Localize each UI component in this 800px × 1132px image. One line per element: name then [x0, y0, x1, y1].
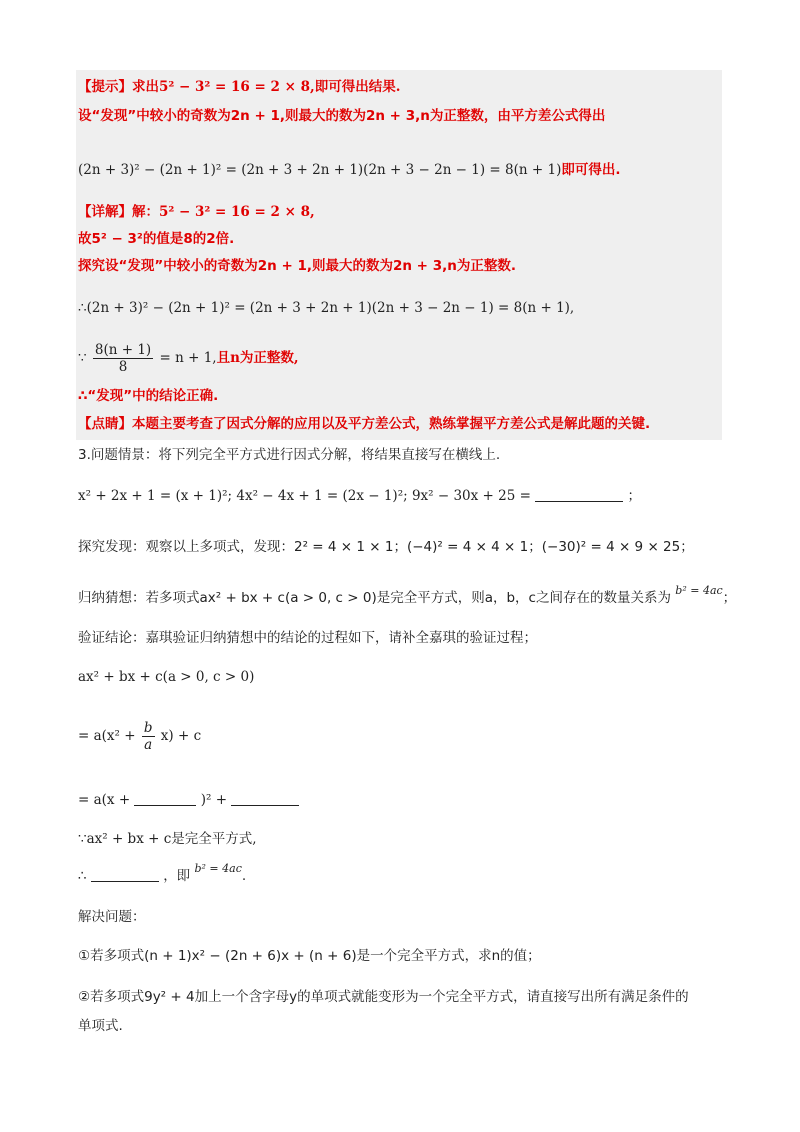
hint-line-2 [78, 106, 605, 126]
hint-formula-suffix: 即可得出. [561, 162, 621, 178]
question-line1-end: ； [627, 488, 642, 504]
question-intro [78, 445, 500, 465]
comment-line [78, 414, 650, 434]
detail-line-3 [78, 256, 516, 276]
because-symbol: ∵ [78, 350, 87, 366]
answer-blank-3[interactable] [231, 791, 299, 806]
comment-tag: 【点睛】 [78, 416, 132, 432]
step1-text: ax² + bx + c(a > 0, c > 0) [78, 669, 255, 685]
explore-line [78, 537, 694, 557]
therefore-mid: ，即 [163, 868, 191, 884]
fraction-b-over-a [142, 720, 155, 753]
fraction-a: a [144, 737, 153, 753]
therefore-symbol: ∴ [78, 868, 87, 884]
verify-line [78, 628, 537, 648]
step3-a: = a(x + [78, 792, 131, 808]
detail-text: 解：5² − 3² = 16 = 2 × 8, [132, 204, 315, 220]
fraction-denominator: 8 [118, 359, 128, 375]
since-line [78, 829, 257, 849]
therefore-end: . [241, 868, 247, 884]
hint-tag: 【提示】 [78, 79, 132, 95]
question-intro-text: 3.问题情景：将下列完全平方式进行因式分解，将结果直接写在横线上. [78, 447, 501, 463]
q2-cont-text: 单项式. [78, 1018, 123, 1034]
induce-text: 归纳猜想：若多项式ax² + bx + c(a > 0, c > 0)是完全平方式，则a，b，c之间存在的数量关系为 [78, 590, 671, 606]
detail-line2-text: 故5² − 3²的值是8的2倍. [78, 231, 235, 247]
q1-text: ①若多项式(n + 1)x² − (2n + 6)x + (n + 6)是一个完全平方式，求n的值； [78, 948, 541, 964]
solve-line [78, 907, 146, 927]
verify-text: 验证结论：嘉琪验证归纳猜想中的结论的过程如下，请补全嘉琪的验证过程； [78, 630, 537, 646]
therefore-line [78, 862, 247, 887]
hint-formula: (2n + 3)² − (2n + 1)² = (2n + 3 + 2n + 1)(2n + 3 − 2n − 1) = 8(n + 1) [78, 162, 562, 178]
step-1 [78, 667, 254, 687]
therefore-answer: b² = 4ac [194, 862, 242, 875]
detail-line-4 [78, 298, 574, 318]
hint-formula-line [78, 160, 620, 180]
induce-line [78, 584, 737, 609]
comment-text: 本题主要考查了因式分解的应用以及平方差公式，熟练掌握平方差公式是解此题的关键. [132, 416, 651, 432]
detail-line-2 [78, 229, 234, 249]
step2-a: = a(x² + [78, 728, 136, 744]
detail-line6-text: ∴“发现”中的结论正确. [78, 388, 219, 404]
step2-b: x) + c [160, 728, 202, 744]
induce-answer: b² = 4ac [675, 584, 723, 597]
detail-tag: 【详解】 [78, 204, 132, 220]
detail-line5-red: 且n为正整数, [216, 350, 299, 366]
detail-line [78, 202, 315, 222]
answer-blank-4[interactable] [91, 867, 159, 882]
q2-line [78, 987, 689, 1007]
answer-blank-2[interactable] [134, 791, 196, 806]
answer-blank-1[interactable] [535, 487, 623, 502]
hint-text: 求出5² − 3² = 16 = 2 × 8,即可得出结果. [132, 79, 401, 95]
step-3 [78, 790, 299, 810]
hint-line [78, 77, 400, 97]
detail-line-6 [78, 386, 218, 406]
induce-end: ； [722, 590, 737, 606]
q2-text: ②若多项式9y² + 4加上一个含字母y的单项式就能变形为一个完全平方式，请直接写出所有满足条件的 [78, 989, 689, 1005]
q1-line [78, 946, 541, 966]
solve-text: 解决问题： [78, 909, 146, 925]
fraction-numerator: 8(n + 1) [94, 342, 152, 358]
since-text: ∵ax² + bx + c是完全平方式, [78, 831, 257, 847]
step-2 [78, 718, 201, 754]
fraction-b: b [143, 720, 153, 736]
fraction-8n1-over-8 [93, 342, 153, 375]
question-line-1 [78, 486, 641, 506]
detail-line4-text: ∴(2n + 3)² − (2n + 1)² = (2n + 3 + 2n + 1)(2n + 3 − 2n − 1) = 8(n + 1), [78, 300, 575, 316]
question-line1-text: x² + 2x + 1 = (x + 1)²; 4x² − 4x + 1 = (2x − 1)²; 9x² − 30x + 25 = [78, 488, 531, 504]
q2-cont-line [78, 1016, 123, 1036]
hint-line2-text: 设“发现”中较小的奇数为2n + 1,则最大的数为2n + 3,n为正整数，由平方差公式得出 [78, 108, 606, 124]
detail-line3-text: 探究设“发现”中较小的奇数为2n + 1,则最大的数为2n + 3,n为正整数. [78, 258, 516, 274]
explore-text: 探究发现：观察以上多项式，发现：2² = 4 × 1 × 1；(−4)² = 4 × 4 × 1；(−30)² = 4 × 9 × 25； [78, 539, 694, 555]
detail-line-5 [78, 340, 299, 376]
step3-b: )² + [200, 792, 228, 808]
detail-line5-suffix: = n + 1, [159, 350, 217, 366]
